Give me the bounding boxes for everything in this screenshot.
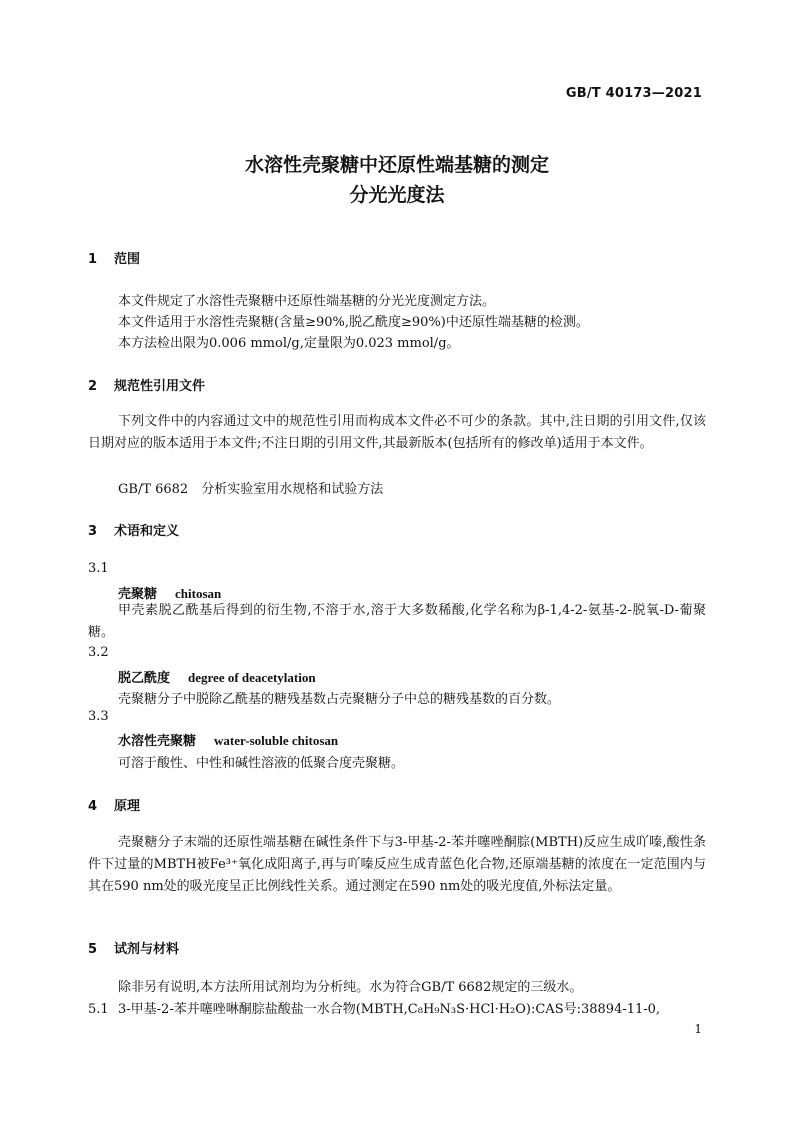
term-degree-of-deacetylation [118, 667, 316, 686]
section-title: 原理 [114, 799, 141, 814]
reagent-text: 3-甲基-2-苯并噻唑啉酮腙盐酸盐一水合物(MBTH,C₈H₉N₃S·HCl·H₂O):CAS号:38894-11-0, [118, 1002, 661, 1017]
term-en: chitosan [175, 586, 222, 601]
section-heading-5 [88, 938, 179, 957]
term-water-soluble-chitosan [118, 730, 338, 749]
term-cn: 水溶性壳聚糖 [118, 734, 197, 749]
section-number: 3 [88, 524, 98, 539]
term-number: 3.2 [88, 645, 109, 660]
principle-paragraph: 壳聚糖分子末端的还原性端基糖在碱性条件下与3-甲基-2-苯并噻唑酮腙(MBTH)反应生成吖嗪,酸性条件下过量的MBTH被Fe³⁺氧化成阳离子,再与吖嗪反应生成青蓝色化合物,还原端基糖的浓度在一定范围内与其在590 nm处的吸光度呈正比例线性关系。通过测定在590 nm处的吸光度值,外标法定量。 [88, 835, 706, 894]
subclause-number: 5.1 [88, 1002, 109, 1017]
section-heading-3 [88, 520, 179, 539]
normative-refs-paragraph: 下列文件中的内容通过文中的规范性引用而构成本文件必不可少的条款。其中,注日期的引用文件,仅该日期对应的版本适用于本文件;不注日期的引用文件,其最新版本(包括所有的修改单)适用于本文件。 [88, 414, 706, 451]
section-title: 规范性引用文件 [114, 379, 206, 394]
scope-line-1: 本文件规定了水溶性壳聚糖中还原性端基糖的分光光度测定方法。 [118, 294, 496, 309]
page-number: 1 [694, 1022, 702, 1036]
section-heading-2 [88, 375, 205, 394]
term-en: water-soluble chitosan [214, 733, 339, 748]
term-definition: 壳聚糖分子中脱除乙酰基的糖残基数占壳聚糖分子中总的糖残基数的百分数。 [118, 692, 561, 707]
section-heading-4 [88, 795, 140, 814]
term-en: degree of deacetylation [188, 670, 316, 685]
term-definition: 可溶于酸性、中性和碱性溶液的低聚合度壳聚糖。 [118, 756, 405, 771]
term-definition: 甲壳素脱乙酰基后得到的衍生物,不溶于水,溶于大多数稀酸,化学名称为β-1,4-2-氨基-2-脱氧-D-葡聚糖。 [88, 603, 706, 640]
term-cn: 壳聚糖 [118, 587, 158, 602]
scope-line-3: 本方法检出限为0.006 mmol/g,定量限为0.023 mmol/g。 [118, 336, 460, 351]
term-number: 3.3 [88, 709, 109, 724]
section-number: 1 [88, 252, 98, 267]
reagent-item-5-1 [88, 998, 660, 1017]
section-number: 4 [88, 799, 98, 814]
document-title: 水溶性壳聚糖中还原性端基糖的测定 [244, 154, 549, 176]
reference-entry: GB/T 6682 分析实验室用水规格和试验方法 [118, 482, 384, 497]
term-cn: 脱乙酰度 [118, 671, 171, 686]
section-title: 范围 [114, 252, 141, 267]
section-title: 术语和定义 [114, 524, 180, 539]
standard-code: GB/T 40173—2021 [565, 86, 702, 101]
section-title: 试剂与材料 [114, 942, 180, 957]
scope-line-2: 本文件适用于水溶性壳聚糖(含量≥90%,脱乙酰度≥90%)中还原性端基糖的检测。 [118, 315, 589, 330]
reagents-intro: 除非另有说明,本方法所用试剂均为分析纯。水为符合GB/T 6682规定的三级水。 [118, 980, 583, 995]
section-heading-1 [88, 248, 140, 267]
document-subtitle: 分光光度法 [349, 184, 445, 206]
term-number: 3.1 [88, 561, 109, 576]
section-number: 5 [88, 942, 98, 957]
section-number: 2 [88, 379, 98, 394]
